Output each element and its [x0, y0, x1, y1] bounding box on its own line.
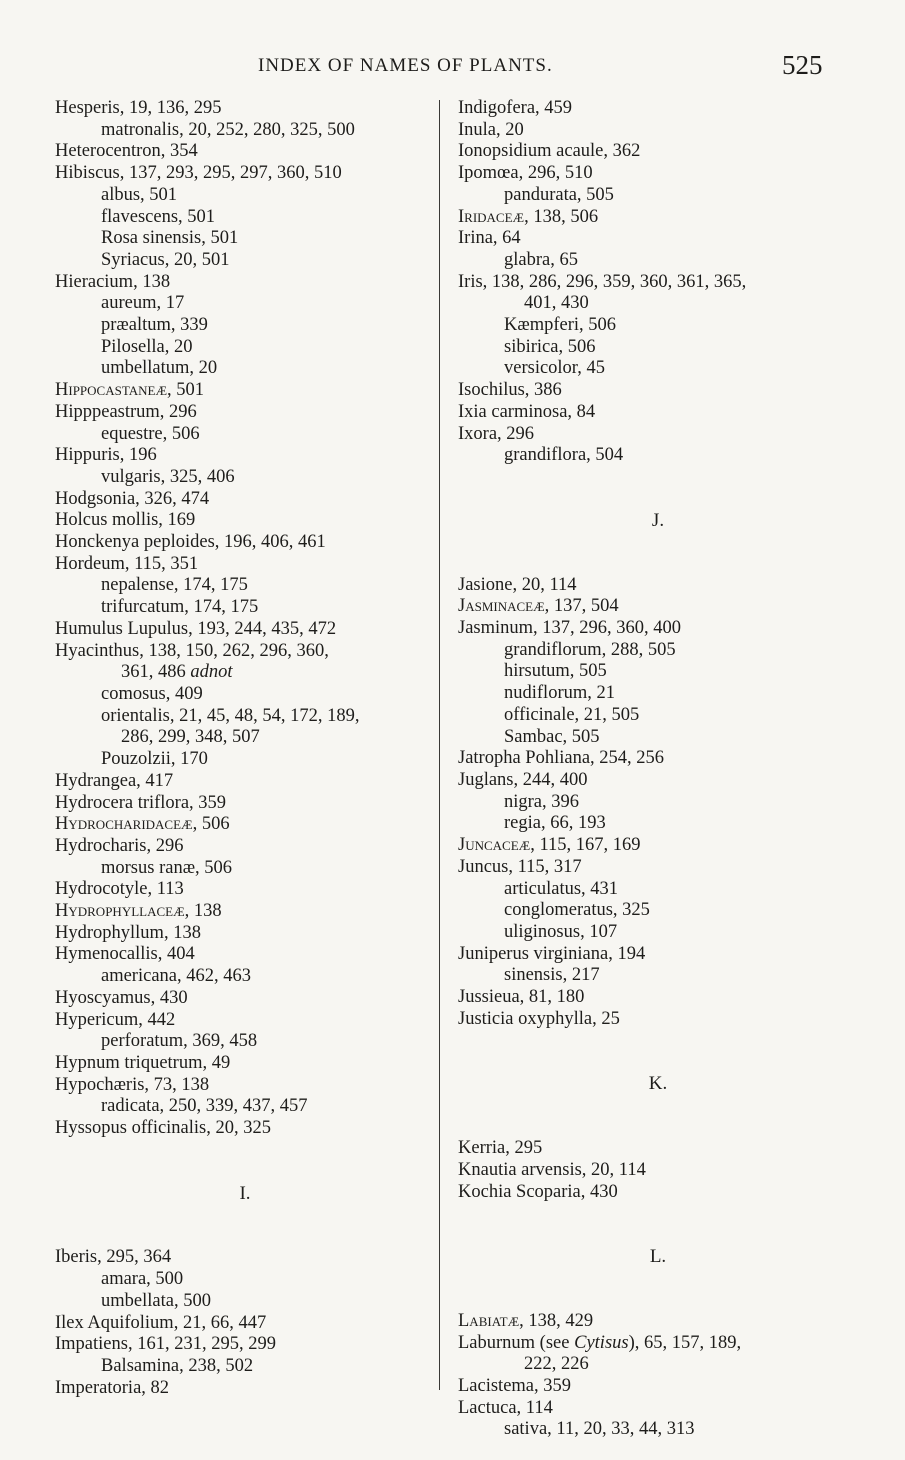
index-column-right: [458, 98, 858, 1441]
entry-text: Hipppeastrum, 296: [55, 401, 197, 422]
index-subentry: [458, 250, 858, 272]
index-entry-continuation: [458, 1354, 858, 1376]
entry-text: aureum, 17: [101, 293, 185, 314]
entry-text: articulatus, 431: [504, 878, 619, 899]
index-subentry: [458, 705, 858, 727]
index-subentry: [458, 727, 858, 749]
entry-text: Ionopsidium acaule, 362: [458, 141, 641, 162]
index-entry: [55, 901, 435, 923]
entry-text: sativa, 11, 20, 33, 44, 313: [504, 1419, 695, 1440]
index-entry: [55, 923, 435, 945]
section-spacer: [458, 532, 858, 575]
index-column-left: [55, 98, 435, 1399]
index-entry: [55, 510, 435, 532]
entry-text: vulgaris, 325, 406: [101, 466, 235, 487]
entry-text: orientalis, 21, 45, 48, 54, 172, 189,: [101, 705, 360, 726]
index-entry: [55, 879, 435, 901]
index-subentry: [55, 315, 435, 337]
entry-text: albus, 501: [101, 184, 178, 205]
entry-text: nepalense, 174, 175: [101, 575, 248, 596]
column-divider: [439, 100, 440, 1390]
index-subentry: [458, 965, 858, 987]
entry-text: Isochilus, 386: [458, 380, 562, 401]
index-entry: [458, 987, 858, 1009]
entry-text: officinale, 21, 505: [504, 704, 640, 725]
index-entry: [55, 619, 435, 641]
entry-text: conglomeratus, 325: [504, 900, 650, 921]
index-entry: [55, 1075, 435, 1097]
index-subentry: [458, 640, 858, 662]
entry-text: flavescens, 501: [101, 206, 216, 227]
entry-text: matronalis, 20, 252, 280, 325, 500: [101, 119, 355, 140]
index-entry: [458, 1376, 858, 1398]
index-entry-continuation: [458, 293, 858, 315]
entry-text: Hippocastaneæ, 501: [55, 380, 205, 401]
entry-text: Honckenya peploides, 196, 406, 461: [55, 532, 326, 553]
entry-text: Jasminaceæ, 137, 504: [458, 596, 619, 617]
index-entry: [55, 1378, 435, 1400]
entry-text: 361, 486: [121, 662, 186, 683]
index-entry: [55, 988, 435, 1010]
entry-text: Iberis, 295, 364: [55, 1247, 172, 1268]
index-entry: [458, 1182, 858, 1204]
entry-text: Juncus, 115, 317: [458, 856, 582, 877]
entry-text: Iris, 138, 286, 296, 359, 360, 361, 365,: [458, 271, 747, 292]
index-subentry: [55, 228, 435, 250]
index-subentry: [458, 792, 858, 814]
entry-text: umbellata, 500: [101, 1290, 211, 1311]
entry-text: nudiflorum, 21: [504, 683, 615, 704]
entry-text: Kerria, 295: [458, 1138, 543, 1159]
index-entry: [458, 424, 858, 446]
entry-text: Jatropha Pohliana, 254, 256: [458, 748, 665, 769]
entry-text: pandurata, 505: [504, 184, 614, 205]
entry-text: Hymenocallis, 404: [55, 944, 195, 965]
entry-text: Ixia carminosa, 84: [458, 401, 596, 422]
index-subentry: [458, 445, 858, 467]
entry-text: umbellatum, 20: [101, 358, 218, 379]
index-entry: [55, 141, 435, 163]
section-spacer: [458, 467, 858, 510]
index-subentry: [55, 858, 435, 880]
index-entry: [458, 402, 858, 424]
index-entry: [55, 163, 435, 185]
section-spacer: [55, 1204, 435, 1247]
entry-text: Juncaceæ, 115, 167, 169: [458, 835, 641, 856]
index-entry: [458, 857, 858, 879]
entry-text: Hydrophyllaceæ, 138: [55, 901, 222, 922]
entry-text: nigra, 396: [504, 791, 580, 812]
index-entry: [458, 141, 858, 163]
entry-text: sinensis, 217: [504, 965, 600, 986]
index-subentry: [458, 358, 858, 380]
section-spacer: [55, 1140, 435, 1183]
entry-text: Pouzolzii, 170: [101, 749, 208, 770]
entry-text: 222, 226: [524, 1354, 589, 1375]
entry-text: Labiatæ, 138, 429: [458, 1310, 594, 1331]
index-entry: [55, 771, 435, 793]
entry-text: Inula, 20: [458, 119, 524, 140]
index-entry: [55, 445, 435, 467]
index-subentry: [55, 424, 435, 446]
index-entry: [55, 836, 435, 858]
index-entry: [458, 748, 858, 770]
index-subentry: [55, 684, 435, 706]
index-subentry: [55, 358, 435, 380]
entry-text: Hibiscus, 137, 293, 295, 297, 360, 510: [55, 163, 342, 184]
index-subentry: [458, 1419, 858, 1441]
section-spacer: [458, 1203, 858, 1246]
index-entry: [55, 272, 435, 294]
section-spacer: [458, 1095, 858, 1138]
entry-text: americana, 462, 463: [101, 966, 251, 987]
index-entry: [458, 575, 858, 597]
index-entry: [458, 380, 858, 402]
index-subentry: [458, 813, 858, 835]
index-entry: [55, 1334, 435, 1356]
index-entry: [55, 814, 435, 836]
index-entry: [55, 489, 435, 511]
entry-italic-text: adnot: [190, 662, 233, 683]
entry-text: Hyacinthus, 138, 150, 262, 296, 360,: [55, 640, 329, 661]
entry-text: Holcus mollis, 169: [55, 510, 196, 531]
index-entry: [55, 1053, 435, 1075]
entry-text: Hesperis, 19, 136, 295: [55, 98, 222, 118]
entry-text: Ixora, 296: [458, 423, 535, 444]
index-subentry: [55, 1356, 435, 1378]
index-subentry: [55, 1269, 435, 1291]
entry-text: Balsamina, 238, 502: [101, 1355, 254, 1376]
entry-text: Syriacus, 20, 501: [101, 249, 230, 270]
entry-text: Jasione, 20, 114: [458, 574, 577, 595]
entry-text: 286, 299, 348, 507: [121, 727, 260, 748]
entry-text: Knautia arvensis, 20, 114: [458, 1159, 646, 1180]
index-entry: [458, 1160, 858, 1182]
index-entry: [458, 835, 858, 857]
entry-text: Hydrocera triflora, 359: [55, 792, 227, 813]
index-entry: [458, 120, 858, 142]
index-subentry: [55, 597, 435, 619]
index-subentry: [55, 749, 435, 771]
index-entry: [458, 228, 858, 250]
entry-text: Laburnum (see: [458, 1332, 570, 1353]
index-entry-continuation: [55, 662, 435, 684]
section-letter: J.: [651, 509, 665, 531]
entry-text: Jasminum, 137, 296, 360, 400: [458, 618, 682, 639]
section-letter: K.: [648, 1073, 668, 1095]
entry-text: morsus ranæ, 506: [101, 857, 233, 878]
page-number: 525: [782, 50, 823, 80]
entry-text: Kæmpferi, 506: [504, 315, 617, 336]
index-entry: [55, 944, 435, 966]
entry-text: perforatum, 369, 458: [101, 1031, 258, 1052]
entry-text: Hordeum, 115, 351: [55, 553, 199, 574]
entry-text: Ipomœa, 296, 510: [458, 163, 593, 184]
entry-text: versicolor, 45: [504, 358, 605, 379]
entry-text: Justicia oxyphylla, 25: [458, 1008, 620, 1029]
section-letter: I.: [239, 1182, 251, 1204]
index-subentry: [458, 922, 858, 944]
index-entry: [458, 618, 858, 640]
entry-text: radicata, 250, 339, 437, 457: [101, 1096, 308, 1117]
entry-text: Hydrocharis, 296: [55, 835, 184, 856]
index-entry: [55, 793, 435, 815]
entry-text: regia, 66, 193: [504, 813, 606, 834]
entry-text: Humulus Lupulus, 193, 244, 435, 472: [55, 618, 337, 639]
section-spacer: [458, 1268, 858, 1311]
entry-text: comosus, 409: [101, 683, 203, 704]
entry-text: Hydrocotyle, 113: [55, 879, 184, 900]
entry-text: Hodgsonia, 326, 474: [55, 488, 210, 509]
entry-text-after: ), 65, 157, 189,: [628, 1332, 742, 1353]
entry-text: Hippuris, 196: [55, 445, 157, 466]
entry-text: uliginosus, 107: [504, 921, 618, 942]
section-letter: L.: [649, 1246, 667, 1268]
index-subentry: [55, 250, 435, 272]
entry-text: Hypochæris, 73, 138: [55, 1074, 210, 1095]
index-subentry: [458, 337, 858, 359]
entry-text: grandiflora, 504: [504, 445, 624, 466]
entry-text: Hydrangea, 417: [55, 770, 174, 791]
index-entry: [458, 163, 858, 185]
index-entry: [458, 1311, 858, 1333]
entry-text: Hypnum triquetrum, 49: [55, 1052, 231, 1073]
index-entry: [55, 1010, 435, 1032]
index-subentry: [55, 185, 435, 207]
index-entry: [55, 402, 435, 424]
index-entry: [458, 272, 858, 294]
entry-text: trifurcatum, 174, 175: [101, 597, 259, 618]
entry-text: Iridaceæ, 138, 506: [458, 206, 599, 227]
index-subentry: [458, 683, 858, 705]
index-entry: [458, 770, 858, 792]
entry-text: Heterocentron, 354: [55, 141, 198, 162]
index-subentry: [55, 706, 435, 728]
section-spacer: [458, 1030, 858, 1073]
entry-text: sibirica, 506: [504, 336, 596, 357]
entry-text: grandiflorum, 288, 505: [504, 639, 676, 660]
entry-text: Hyoscyamus, 430: [55, 987, 188, 1008]
index-entry: [55, 554, 435, 576]
index-entry: [55, 98, 435, 120]
index-entry: [55, 1118, 435, 1140]
entry-text: 401, 430: [524, 293, 589, 314]
index-subentry: [55, 1096, 435, 1118]
entry-text: Hypericum, 442: [55, 1009, 176, 1030]
index-subentry: [55, 966, 435, 988]
index-entry: [458, 1398, 858, 1420]
index-entry: [458, 98, 858, 120]
entry-text: Imperatoria, 82: [55, 1377, 170, 1398]
index-subentry: [458, 900, 858, 922]
index-subentry: [458, 879, 858, 901]
index-subentry: [458, 661, 858, 683]
index-subentry: [55, 337, 435, 359]
index-entry: [458, 1333, 858, 1355]
entry-text: Irina, 64: [458, 228, 521, 249]
entry-text: Kochia Scoparia, 430: [458, 1181, 618, 1202]
index-subentry: [55, 207, 435, 229]
entry-text: Juniperus virginiana, 194: [458, 943, 646, 964]
entry-text: Juglans, 244, 400: [458, 769, 588, 790]
entry-text: Jussieua, 81, 180: [458, 987, 585, 1008]
entry-text: amara, 500: [101, 1269, 184, 1290]
index-subentry: [55, 467, 435, 489]
entry-text: Lactuca, 114: [458, 1397, 553, 1418]
entry-text: Hydrophyllum, 138: [55, 922, 201, 943]
index-entry: [458, 207, 858, 229]
entry-text: Lacistema, 359: [458, 1376, 572, 1397]
index-subentry: [55, 1291, 435, 1313]
entry-text: Hyssopus officinalis, 20, 325: [55, 1118, 272, 1139]
index-subentry: [458, 315, 858, 337]
index-entry: [55, 1247, 435, 1269]
index-entry: [458, 944, 858, 966]
index-subentry: [55, 575, 435, 597]
entry-text: Impatiens, 161, 231, 295, 299: [55, 1334, 276, 1355]
index-entry-continuation: [55, 727, 435, 749]
index-entry: [458, 1009, 858, 1031]
entry-text: Pilosella, 20: [101, 336, 193, 357]
index-entry: [55, 641, 435, 663]
entry-text: Sambac, 505: [504, 726, 600, 747]
entry-text: hirsutum, 505: [504, 661, 607, 682]
entry-italic-text: Cytisus: [574, 1332, 629, 1353]
index-entry: [458, 596, 858, 618]
entry-text: Ilex Aquifolium, 21, 66, 447: [55, 1312, 267, 1333]
entry-text: Rosa sinensis, 501: [101, 228, 239, 249]
index-subentry: [55, 293, 435, 315]
index-entry: [55, 532, 435, 554]
entry-text: Hieracium, 138: [55, 271, 171, 292]
entry-text: glabra, 65: [504, 249, 578, 270]
entry-text: Hydrocharidaceæ, 506: [55, 814, 230, 835]
index-entry: [55, 1313, 435, 1335]
running-header: INDEX OF NAMES OF PLANTS.: [258, 55, 553, 76]
entry-text: Indigofera, 459: [458, 98, 573, 118]
index-entry: [55, 380, 435, 402]
entry-text: præaltum, 339: [101, 315, 208, 336]
index-subentry: [55, 1031, 435, 1053]
index-subentry: [55, 120, 435, 142]
entry-text: equestre, 506: [101, 423, 200, 444]
index-subentry: [458, 185, 858, 207]
index-entry: [458, 1138, 858, 1160]
